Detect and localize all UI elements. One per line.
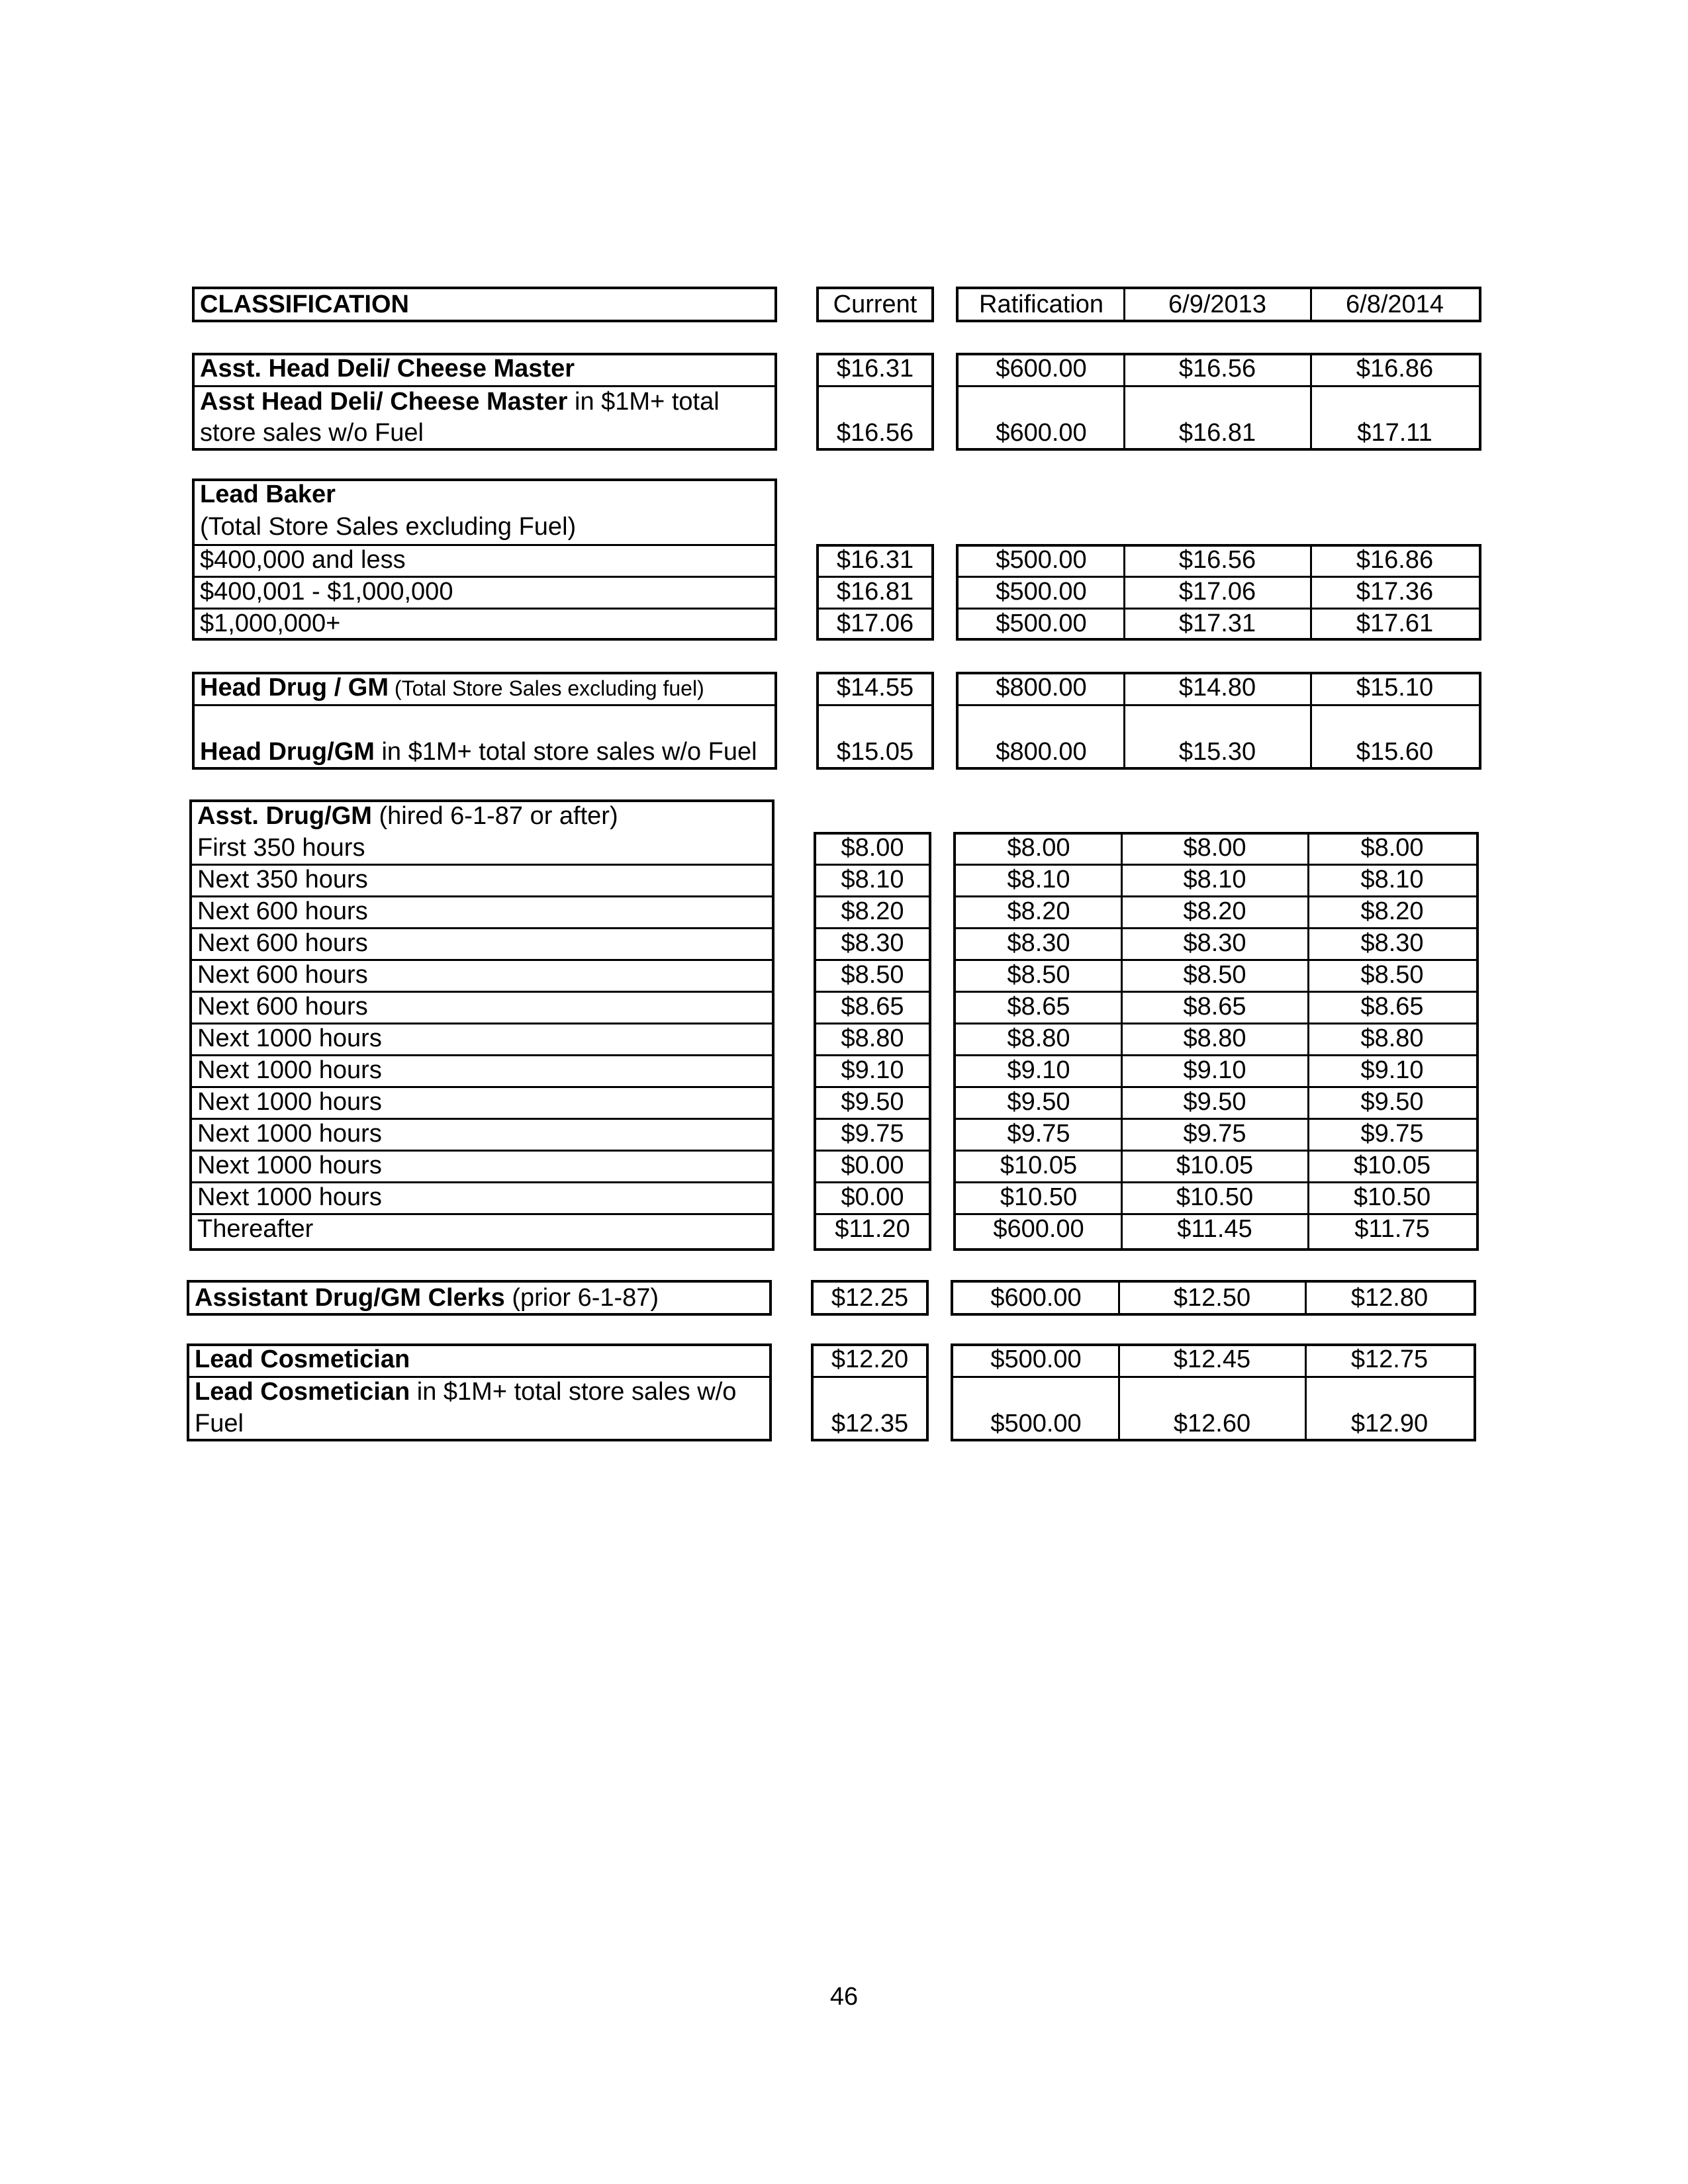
asstdrug-row-current: $9.50: [841, 1088, 904, 1116]
cosmetician-row2-date2: $12.90: [1350, 1410, 1429, 1437]
deli-row2-date1: $16.81: [1178, 419, 1256, 447]
asstdrug-row-date2: $8.10: [1360, 866, 1424, 893]
asstdrug-row-current: $0.00: [841, 1183, 904, 1211]
baker-row1-ratification: $500.00: [996, 546, 1087, 574]
cosmetician-row1-ratification: $500.00: [990, 1345, 1082, 1373]
header-date1: 6/9/2013: [1168, 291, 1266, 318]
asstdrug-row-ratification: $10.05: [1000, 1152, 1078, 1179]
deli-row2-date2: $17.11: [1357, 419, 1432, 447]
asstdrug-row-date1: $8.10: [1183, 866, 1246, 893]
asstdrug-row-current: $8.30: [841, 929, 904, 957]
header-date2: 6/8/2014: [1346, 291, 1444, 318]
asstdrug-row-label: Next 350 hours: [197, 866, 368, 893]
deli-row2-label: Asst Head Deli/ Cheese Master in $1M+ total: [200, 388, 720, 416]
asstdrug-row-label: Next 1000 hours: [197, 1183, 382, 1211]
asstdrug-row-label: Next 1000 hours: [197, 1056, 382, 1084]
asstdrug-row-date1: $10.50: [1176, 1183, 1254, 1211]
asstdrug-row-label: Next 600 hours: [197, 929, 368, 957]
asstdrug-row-current: $8.65: [841, 993, 904, 1021]
asstdrug-row-date1: $8.80: [1183, 1024, 1246, 1052]
asstdrug-row-date2: $9.10: [1360, 1056, 1424, 1084]
cosmetician-row1-date2: $12.75: [1350, 1345, 1429, 1373]
asstdrug-row-date1: $8.20: [1183, 897, 1246, 925]
headdrug-row1-current: $14.55: [836, 674, 914, 702]
asstdrug-row-date2: $10.50: [1353, 1183, 1431, 1211]
clerks-date2: $12.80: [1350, 1284, 1429, 1312]
clerks-ratification: $600.00: [990, 1284, 1082, 1312]
baker-row3-current: $17.06: [836, 610, 914, 637]
cosmetician-row2-label-line2: Fuel: [195, 1410, 244, 1437]
asstdrug-row-ratification: $600.00: [993, 1215, 1084, 1243]
baker-row1-current: $16.31: [836, 546, 914, 574]
baker-subtitle: (Total Store Sales excluding Fuel): [200, 513, 577, 541]
asstdrug-row-label: First 350 hours: [197, 834, 365, 862]
baker-title: Lead Baker: [200, 480, 336, 508]
asstdrug-row-label: Next 1000 hours: [197, 1152, 382, 1179]
asstdrug-row-date1: $8.50: [1183, 961, 1246, 989]
headdrug-row2-label: Head Drug/GM in $1M+ total store sales w/o Fuel: [200, 738, 757, 766]
asstdrug-row-current: $8.50: [841, 961, 904, 989]
asstdrug-row-date2: $11.75: [1354, 1215, 1430, 1243]
asstdrug-row-current: $9.75: [841, 1120, 904, 1148]
asstdrug-row-date2: $8.80: [1360, 1024, 1424, 1052]
asstdrug-row-date2: $8.00: [1360, 834, 1424, 862]
cosmetician-row1-label: Lead Cosmetician: [195, 1345, 410, 1373]
asstdrug-row-date2: $9.75: [1360, 1120, 1424, 1148]
asstdrug-row-current: $9.10: [841, 1056, 904, 1084]
asstdrug-row-current: $8.20: [841, 897, 904, 925]
asstdrug-row-ratification: $10.50: [1000, 1183, 1078, 1211]
asstdrug-title: Asst. Drug/GM (hired 6-1-87 or after): [197, 802, 618, 830]
asstdrug-row-date1: $9.10: [1183, 1056, 1246, 1084]
baker-row3-label: $1,000,000+: [200, 610, 341, 637]
asstdrug-row-date1: $11.45: [1177, 1215, 1252, 1243]
cosmetician-row2-ratification: $500.00: [990, 1410, 1082, 1437]
asstdrug-row-date1: $8.30: [1183, 929, 1246, 957]
clerks-label: Assistant Drug/GM Clerks (prior 6-1-87): [195, 1284, 659, 1312]
page-number: 46: [829, 1983, 859, 2011]
baker-row2-current: $16.81: [836, 578, 914, 606]
asstdrug-row-ratification: $8.80: [1007, 1024, 1070, 1052]
asstdrug-row-date1: $8.00: [1183, 834, 1246, 862]
asstdrug-row-ratification: $9.75: [1007, 1120, 1070, 1148]
asstdrug-row-date2: $9.50: [1360, 1088, 1424, 1116]
baker-row2-date2: $17.36: [1356, 578, 1434, 606]
asstdrug-row-date1: $9.75: [1183, 1120, 1246, 1148]
headdrug-row1-date2: $15.10: [1356, 674, 1434, 702]
asstdrug-row-date2: $8.30: [1360, 929, 1424, 957]
cosmetician-row2-label: Lead Cosmetician in $1M+ total store sales w/o: [195, 1378, 737, 1406]
asstdrug-row-label: Next 1000 hours: [197, 1088, 382, 1116]
asstdrug-row-ratification: $8.00: [1007, 834, 1070, 862]
cosmetician-row1-date1: $12.45: [1173, 1345, 1251, 1373]
deli-row1-current: $16.31: [836, 355, 914, 383]
headdrug-row2-date2: $15.60: [1356, 738, 1434, 766]
asstdrug-row-ratification: $9.50: [1007, 1088, 1070, 1116]
header-ratification: Ratification: [979, 291, 1103, 318]
asstdrug-row-ratification: $8.50: [1007, 961, 1070, 989]
baker-row1-date1: $16.56: [1178, 546, 1256, 574]
deli-row2-label-line2: store sales w/o Fuel: [200, 419, 424, 447]
asstdrug-row-ratification: $8.10: [1007, 866, 1070, 893]
headdrug-row1-date1: $14.80: [1178, 674, 1256, 702]
asstdrug-row-label: Next 600 hours: [197, 993, 368, 1021]
asstdrug-row-date2: $10.05: [1353, 1152, 1431, 1179]
asstdrug-row-label: Next 1000 hours: [197, 1120, 382, 1148]
asstdrug-row-label: Next 600 hours: [197, 961, 368, 989]
deli-row1-label: Asst. Head Deli/ Cheese Master: [200, 355, 575, 383]
deli-row1-date2: $16.86: [1356, 355, 1434, 383]
asstdrug-row-label: Thereafter: [197, 1215, 314, 1243]
asstdrug-row-ratification: $8.20: [1007, 897, 1070, 925]
headdrug-row2-date1: $15.30: [1178, 738, 1256, 766]
asstdrug-row-current: $8.80: [841, 1024, 904, 1052]
cosmetician-row2-current: $12.35: [831, 1410, 909, 1437]
asstdrug-row-date1: $9.50: [1183, 1088, 1246, 1116]
baker-row2-ratification: $500.00: [996, 578, 1087, 606]
deli-row1-ratification: $600.00: [996, 355, 1087, 383]
deli-row2-ratification: $600.00: [996, 419, 1087, 447]
asstdrug-row-current: $8.10: [841, 866, 904, 893]
cosmetician-row1-current: $12.20: [831, 1345, 909, 1373]
baker-row3-date2: $17.61: [1356, 610, 1434, 637]
headdrug-row2-ratification: $800.00: [996, 738, 1087, 766]
baker-row1-label: $400,000 and less: [200, 546, 406, 574]
clerks-date1: $12.50: [1173, 1284, 1251, 1312]
cosmetician-row2-date1: $12.60: [1173, 1410, 1251, 1437]
asstdrug-row-current: $11.20: [835, 1215, 910, 1243]
asstdrug-row-ratification: $8.65: [1007, 993, 1070, 1021]
clerks-current: $12.25: [831, 1284, 909, 1312]
asstdrug-row-date1: $8.65: [1183, 993, 1246, 1021]
headdrug-row1-label: Head Drug / GM (Total Store Sales excluding fuel): [200, 674, 704, 702]
header-current: Current: [833, 291, 917, 318]
asstdrug-row-ratification: $8.30: [1007, 929, 1070, 957]
deli-row1-date1: $16.56: [1178, 355, 1256, 383]
deli-row2-current: $16.56: [836, 419, 914, 447]
asstdrug-row-date2: $8.50: [1360, 961, 1424, 989]
asstdrug-row-ratification: $9.10: [1007, 1056, 1070, 1084]
asstdrug-row-label: Next 600 hours: [197, 897, 368, 925]
asstdrug-row-date1: $10.05: [1176, 1152, 1254, 1179]
asstdrug-row-current: $8.00: [841, 834, 904, 862]
headdrug-row1-ratification: $800.00: [996, 674, 1087, 702]
asstdrug-row-date2: $8.20: [1360, 897, 1424, 925]
baker-row2-label: $400,001 - $1,000,000: [200, 578, 453, 606]
asstdrug-row-label: Next 1000 hours: [197, 1024, 382, 1052]
baker-row2-date1: $17.06: [1178, 578, 1256, 606]
baker-row1-date2: $16.86: [1356, 546, 1434, 574]
baker-row3-ratification: $500.00: [996, 610, 1087, 637]
header-classification: CLASSIFICATION: [200, 291, 409, 318]
asstdrug-row-current: $0.00: [841, 1152, 904, 1179]
baker-row3-date1: $17.31: [1178, 610, 1256, 637]
asstdrug-row-date2: $8.65: [1360, 993, 1424, 1021]
headdrug-row2-current: $15.05: [836, 738, 914, 766]
